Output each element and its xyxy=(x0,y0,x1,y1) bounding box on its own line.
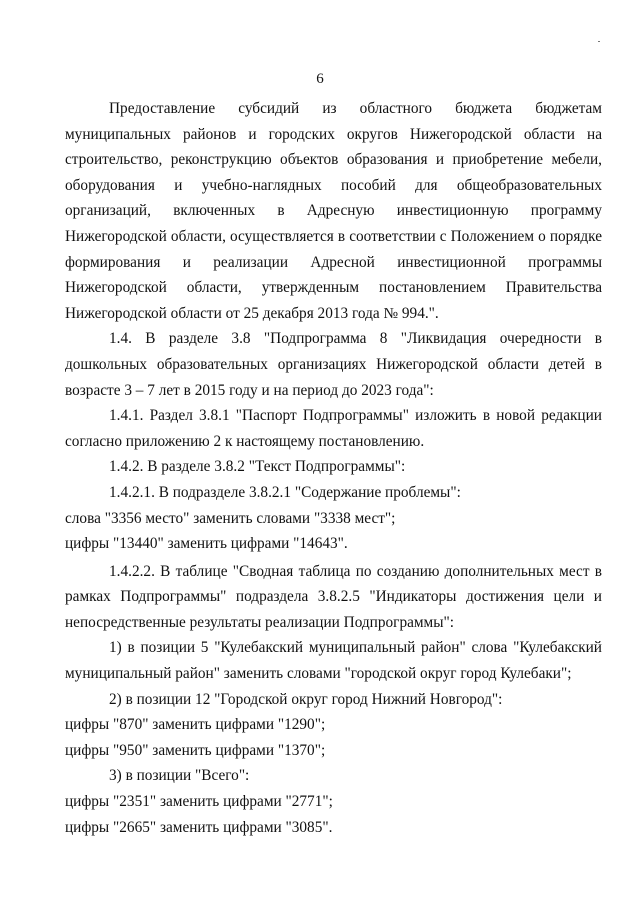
paragraph-1-4-2: 1.4.2. В разделе 3.8.2 "Текст Подпрограммы": xyxy=(109,458,406,476)
paragraph-subsidies: Предоставление субсидий из областного бюджета бюджетам муниципальных районов и городских округов Нижегородской области на строительство, реконструкцию объектов образования и приобретение мебели, оборудования и учебно-наглядных пособий для общеобразовательных организаций, включенных в Адресную инвестиционную программу Нижегородской области, осуществляется в соответствии с Положением о порядке формирования и реализации Адресной инвестиционной программы Нижегородской области, утвержденным постановлением Правительства Нижегородской области от 25 декабря 2013 года № 994.". xyxy=(65,100,602,322)
item-position-12: 2) в позиции 12 "Городской округ город Нижний Новгород": xyxy=(109,690,503,708)
paragraph-1-4-2-2: 1.4.2.2. В таблице "Сводная таблица по созданию дополнительных мест в рамках Подпрограммы" подраздела 3.8.2.5 "Индикаторы достижения цели и непосредственные результаты реализации Подпрограммы": xyxy=(65,562,602,631)
replacement-line: слова "3356 место" заменить словами "3338 мест"; xyxy=(65,509,396,527)
replacement-line: цифры "870" заменить цифрами "1290"; xyxy=(65,716,326,734)
replacement-line: цифры "13440" заменить цифрами "14643". xyxy=(65,535,348,553)
paragraph-1-4: 1.4. В разделе 3.8 "Подпрограмма 8 "Ликвидация очередности в дошкольных образовательных организациях Нижегородской области детей в возрасте 3 – 7 лет в 2015 году и на период до 2023 года": xyxy=(65,330,602,399)
page-number: 6 xyxy=(316,71,324,87)
item-position-total: 3) в позиции "Всего": xyxy=(109,767,250,785)
scan-speck xyxy=(598,41,600,42)
replacement-line: цифры "2351" заменить цифрами "2771"; xyxy=(65,793,333,811)
replacement-line: цифры "950" заменить цифрами "1370"; xyxy=(65,741,326,759)
document-body xyxy=(65,96,602,840)
item-position-5: 1) в позиции 5 "Кулебакский муниципальный район" слова "Кулебакский муниципальный район" заменить словами "городской округ город Кулебаки"; xyxy=(65,639,602,683)
paragraph-1-4-2-1: 1.4.2.1. В подразделе 3.8.2.1 "Содержание проблемы": xyxy=(109,483,461,501)
paragraph-1-4-1: 1.4.1. Раздел 3.8.1 "Паспорт Подпрограммы" изложить в новой редакции согласно приложению 2 к настоящему постановлению. xyxy=(65,407,602,450)
replacement-line: цифры "2665" заменить цифрами "3085". xyxy=(65,818,333,836)
